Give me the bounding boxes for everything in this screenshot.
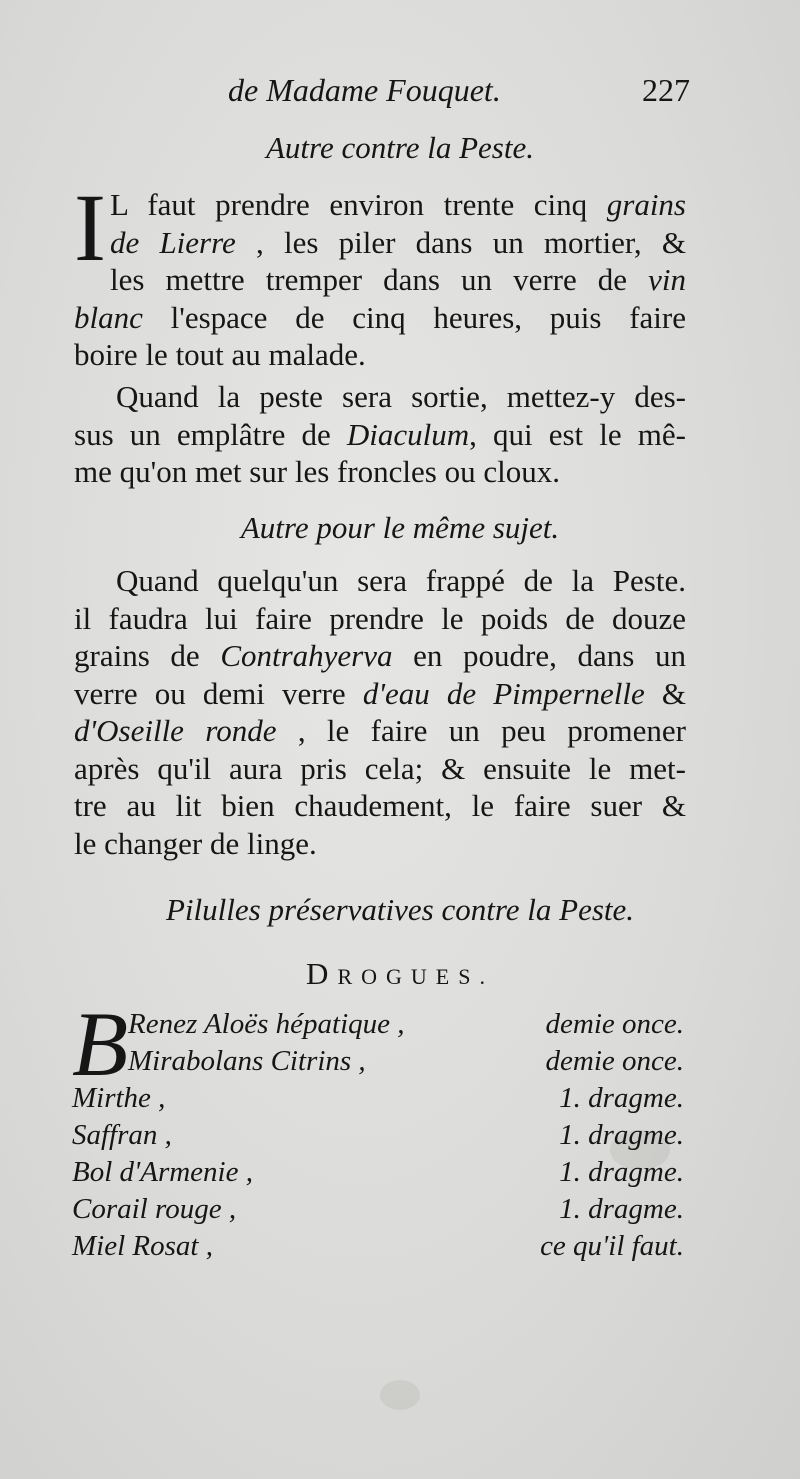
text-line: les mettre tremper dans un verre de vin bbox=[109, 262, 686, 297]
drop-cap: I bbox=[74, 174, 106, 281]
section-heading-2: Autre pour le même sujet. bbox=[240, 510, 560, 545]
ingredient-row bbox=[72, 1156, 684, 1193]
text-line: boire le tout au malade. bbox=[74, 337, 366, 372]
ingredient-name: Bol d'Armenie , bbox=[72, 1156, 253, 1188]
ingredient-row bbox=[72, 1193, 684, 1230]
text-line: Quand la peste sera sortie, mettez-y des- bbox=[116, 379, 686, 414]
ingredient-name: Corail rouge , bbox=[72, 1193, 237, 1225]
section-heading-1: Autre contre la Peste. bbox=[265, 130, 534, 165]
ingredient-quantity: 1. dragme. bbox=[559, 1119, 684, 1151]
text-line: me qu'on met sur les froncles ou cloux. bbox=[74, 454, 560, 489]
text-line: blanc l'espace de cinq heures, puis faire bbox=[74, 299, 686, 335]
text-line: L faut prendre environ trente cinq grains bbox=[109, 187, 686, 222]
running-header bbox=[228, 72, 698, 122]
ingredient-row bbox=[72, 1045, 684, 1082]
text-line: grains de Contrahyerva en poudre, dans un bbox=[74, 638, 686, 673]
ingredient-row bbox=[72, 1230, 684, 1267]
text-line: Quand quelqu'un sera frappé de la Peste. bbox=[116, 563, 686, 598]
drop-cap-b: B bbox=[72, 993, 129, 1095]
ingredient-name: Miel Rosat , bbox=[72, 1230, 213, 1262]
text-line: verre ou demi verre d'eau de Pimpernelle & bbox=[74, 675, 686, 711]
text-line: tre au lit bien chaudement, le faire suer & bbox=[74, 788, 686, 823]
text-line: de Lierre , les piler dans un mortier, & bbox=[109, 224, 686, 260]
text-line: d'Oseille ronde , le faire un peu promener bbox=[74, 713, 686, 748]
text-line: sus un emplâtre de Diaculum, qui est le mê- bbox=[74, 416, 686, 452]
ingredient-list bbox=[72, 1008, 684, 1267]
ingredient-quantity: demie once. bbox=[545, 1045, 684, 1077]
ingredient-row bbox=[72, 1119, 684, 1156]
ingredient-row bbox=[72, 1008, 684, 1045]
paragraph-3 bbox=[74, 562, 686, 862]
text-line: il faudra lui faire prendre le poids de douze bbox=[74, 600, 686, 636]
section-heading-3: Pilulles préservatives contre la Peste. bbox=[165, 892, 635, 927]
ingredient-name: Saffran , bbox=[72, 1119, 172, 1151]
ingredient-quantity: 1. dragme. bbox=[559, 1193, 684, 1225]
ingredient-name: Renez Aloës hépatique , bbox=[128, 1008, 405, 1040]
ingredient-name: Mirabolans Citrins , bbox=[128, 1045, 366, 1077]
text-line: après qu'il aura pris cela; & ensuite le met- bbox=[74, 750, 686, 786]
paper-stain bbox=[380, 1380, 420, 1410]
ingredient-quantity: ce qu'il faut. bbox=[540, 1230, 684, 1262]
paragraph-2 bbox=[74, 378, 686, 491]
page-number: 227 bbox=[642, 72, 690, 108]
drogues-heading: DROGUES. bbox=[306, 956, 494, 991]
paragraph-1 bbox=[74, 174, 686, 374]
ingredient-quantity: 1. dragme. bbox=[559, 1082, 684, 1114]
ingredient-row bbox=[72, 1082, 684, 1119]
running-title: de Madame Fouquet. bbox=[228, 72, 501, 108]
ingredient-quantity: 1. dragme. bbox=[559, 1156, 684, 1188]
ingredient-quantity: demie once. bbox=[545, 1008, 684, 1040]
text-line: le changer de linge. bbox=[74, 825, 317, 861]
ingredient-name: Mirthe , bbox=[72, 1082, 166, 1114]
